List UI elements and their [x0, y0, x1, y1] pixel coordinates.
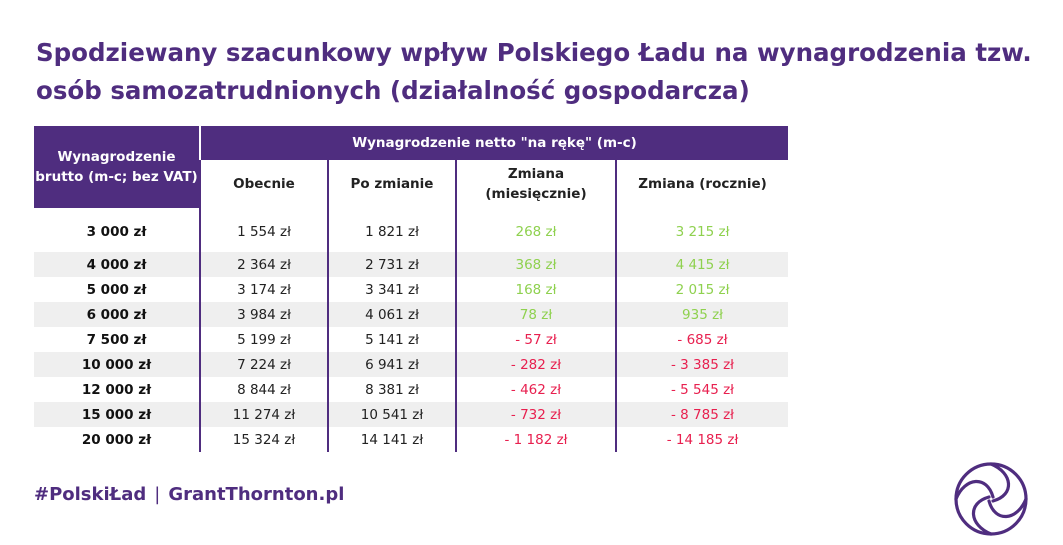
cell-gross: 20 000 zł: [81, 431, 152, 448]
cell-current: 3 984 zł: [200, 302, 328, 327]
cell-after: 4 061 zł: [328, 302, 456, 327]
table-row: [34, 377, 788, 402]
cell-current: 3 174 zł: [200, 277, 328, 302]
cell-change-monthly: - 282 zł: [456, 352, 616, 377]
cell-change-yearly: 4 415 zł: [616, 252, 788, 277]
cell-change-yearly: 3 215 zł: [616, 208, 788, 252]
cell-change-yearly: 935 zł: [616, 302, 788, 327]
cell-current: 5 199 zł: [200, 327, 328, 352]
cell-gross: 6 000 zł: [34, 302, 200, 327]
cell-gross: 15 000 zł: [34, 402, 200, 427]
site-link[interactable]: GrantThornton.pl: [168, 484, 345, 505]
cell-current: 8 844 zł: [200, 377, 328, 402]
cell-change-yearly: - 3 385 zł: [616, 352, 788, 377]
footer: [34, 484, 344, 505]
header-change-yearly: Zmiana (rocznie): [616, 160, 788, 208]
grant-thornton-swirl-icon: [953, 461, 1029, 537]
table-row: [34, 252, 788, 277]
header-change-monthly: Zmiana (miesięcznie): [456, 160, 616, 208]
salary-table: [34, 126, 788, 452]
cell-after: 6 941 zł: [328, 352, 456, 377]
cell-gross: 10 000 zł: [34, 352, 200, 377]
header-current: Obecnie: [200, 160, 328, 208]
cell-current: 11 274 zł: [200, 402, 328, 427]
cell-after: 5 141 zł: [328, 327, 456, 352]
cell-after: 8 381 zł: [328, 377, 456, 402]
cell-change-monthly: - 462 zł: [456, 377, 616, 402]
cell-change-monthly: 168 zł: [456, 277, 616, 302]
header-net-salary: Wynagrodzenie netto "na rękę" (m-c): [200, 126, 788, 160]
table-row: [34, 402, 788, 427]
cell-change-monthly: - 57 zł: [456, 327, 616, 352]
cell-current: 7 224 zł: [200, 352, 328, 377]
cell-change-yearly: - 5 545 zł: [616, 377, 788, 402]
cell-change-monthly: - 1 182 zł: [456, 427, 616, 452]
header-gross-salary: Wynagrodzenie brutto (m-c; bez VAT): [34, 126, 200, 208]
table-row: [34, 327, 788, 352]
table-row: [34, 277, 788, 302]
table-row: [34, 208, 788, 252]
footer-separator: |: [154, 484, 161, 505]
cell-change-monthly: 268 zł: [456, 208, 616, 252]
cell-current: 1 554 zł: [200, 208, 328, 252]
table-row: [34, 302, 788, 327]
hashtag: #PolskiŁad: [34, 484, 147, 505]
page-title: Spodziewany szacunkowy wpływ Polskiego Ładu na wynagrodzenia tzw. osób samozatrudnionych (działalność gospodarcza): [36, 38, 1032, 105]
cell-change-monthly: 368 zł: [456, 252, 616, 277]
cell-after: 10 541 zł: [328, 402, 456, 427]
table-row: [34, 427, 788, 452]
cell-after: 2 731 zł: [328, 252, 456, 277]
table-row: [34, 352, 788, 377]
cell-after: 14 141 zł: [328, 427, 456, 452]
cell-change-yearly: - 685 zł: [616, 327, 788, 352]
cell-after: 3 341 zł: [328, 277, 456, 302]
cell-gross: 3 000 zł: [86, 223, 147, 240]
cell-after: 1 821 zł: [328, 208, 456, 252]
cell-change-yearly: - 14 185 zł: [616, 427, 788, 452]
cell-gross: 4 000 zł: [34, 252, 200, 277]
cell-gross: 12 000 zł: [81, 381, 152, 398]
cell-current: 15 324 zł: [200, 427, 328, 452]
cell-change-monthly: 78 zł: [456, 302, 616, 327]
cell-gross: 7 500 zł: [86, 331, 147, 348]
cell-change-monthly: - 732 zł: [456, 402, 616, 427]
cell-gross: 5 000 zł: [86, 281, 147, 298]
cell-current: 2 364 zł: [200, 252, 328, 277]
cell-change-yearly: 2 015 zł: [616, 277, 788, 302]
header-after-change: Po zmianie: [328, 160, 456, 208]
cell-change-yearly: - 8 785 zł: [616, 402, 788, 427]
